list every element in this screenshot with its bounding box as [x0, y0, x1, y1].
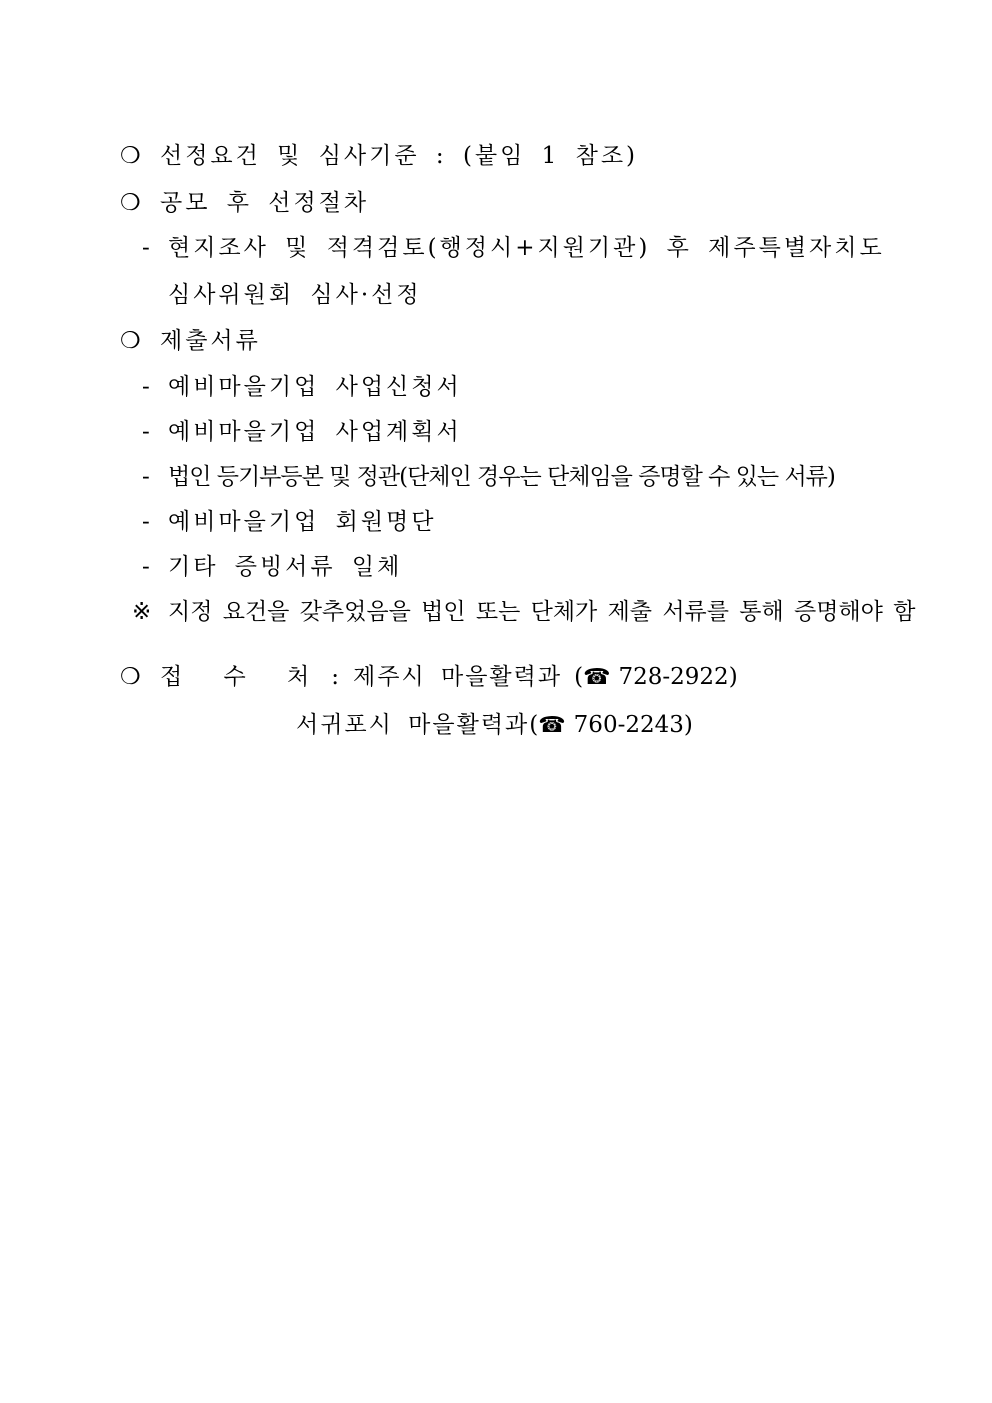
circle-bullet-icon: ❍ [120, 190, 144, 216]
circle-bullet-icon: ❍ [120, 664, 141, 690]
procedure-heading [120, 188, 369, 218]
office-phone: 760-2243) [573, 712, 693, 738]
reception-line-2 [296, 710, 693, 741]
procedure-title: 공모 후 선정절차 [160, 190, 370, 216]
documents-note-text: 지정 요건을 갖추었음을 법인 또는 단체가 제출 서류를 통해 증명해야 함 [168, 599, 916, 625]
procedure-item-continued [168, 280, 422, 310]
criteria-line [120, 141, 638, 171]
dash-bullet: - [142, 374, 153, 400]
procedure-item-text: 현지조사 및 적격검토(행정시+지원기관) 후 제주특별자치도 [168, 235, 885, 261]
document-item-text: 예비마을기업 사업신청서 [168, 374, 462, 400]
dash-bullet: - [142, 419, 153, 445]
procedure-item-text-2: 심사위원회 심사·선정 [168, 282, 422, 308]
document-item-text: 법인 등기부등본 및 정관(단체인 경우는 단체임을 증명할 수 있는 서류) [168, 464, 835, 490]
paren-open: ( [529, 712, 539, 738]
documents-note [132, 597, 915, 627]
reference-mark-icon: ※ [132, 599, 152, 625]
dash-bullet: - [142, 509, 153, 535]
document-item [142, 462, 835, 492]
reception-separator: : [331, 664, 340, 690]
document-item-text: 예비마을기업 회원명단 [168, 509, 437, 535]
dash-bullet: - [142, 235, 153, 261]
dash-bullet: - [142, 554, 153, 580]
dash-bullet: - [142, 464, 149, 490]
document-item [142, 372, 462, 402]
documents-title: 제출서류 [160, 328, 261, 354]
criteria-text: 선정요건 및 심사기준 : (붙임 1 참조) [160, 143, 639, 169]
document-item-text: 예비마을기업 사업계획서 [168, 419, 462, 445]
document-item [142, 552, 402, 582]
procedure-item [142, 233, 885, 263]
paren-open: ( [574, 664, 584, 690]
circle-bullet-icon: ❍ [120, 143, 144, 169]
telephone-icon: ☎ [538, 713, 566, 738]
office-name: 제주시 마을활력과 [353, 664, 563, 690]
document-item [142, 507, 437, 537]
documents-heading [120, 326, 261, 356]
document-item-text: 기타 증빙서류 일체 [168, 554, 403, 580]
reception-label: 접 수 처 [160, 664, 324, 690]
circle-bullet-icon: ❍ [120, 328, 144, 354]
office-name: 서귀포시 마을활력과 [296, 712, 530, 738]
document-item [142, 417, 462, 447]
reception-line [120, 662, 738, 693]
office-phone: 728-2922) [618, 664, 738, 690]
telephone-icon: ☎ [583, 665, 611, 690]
